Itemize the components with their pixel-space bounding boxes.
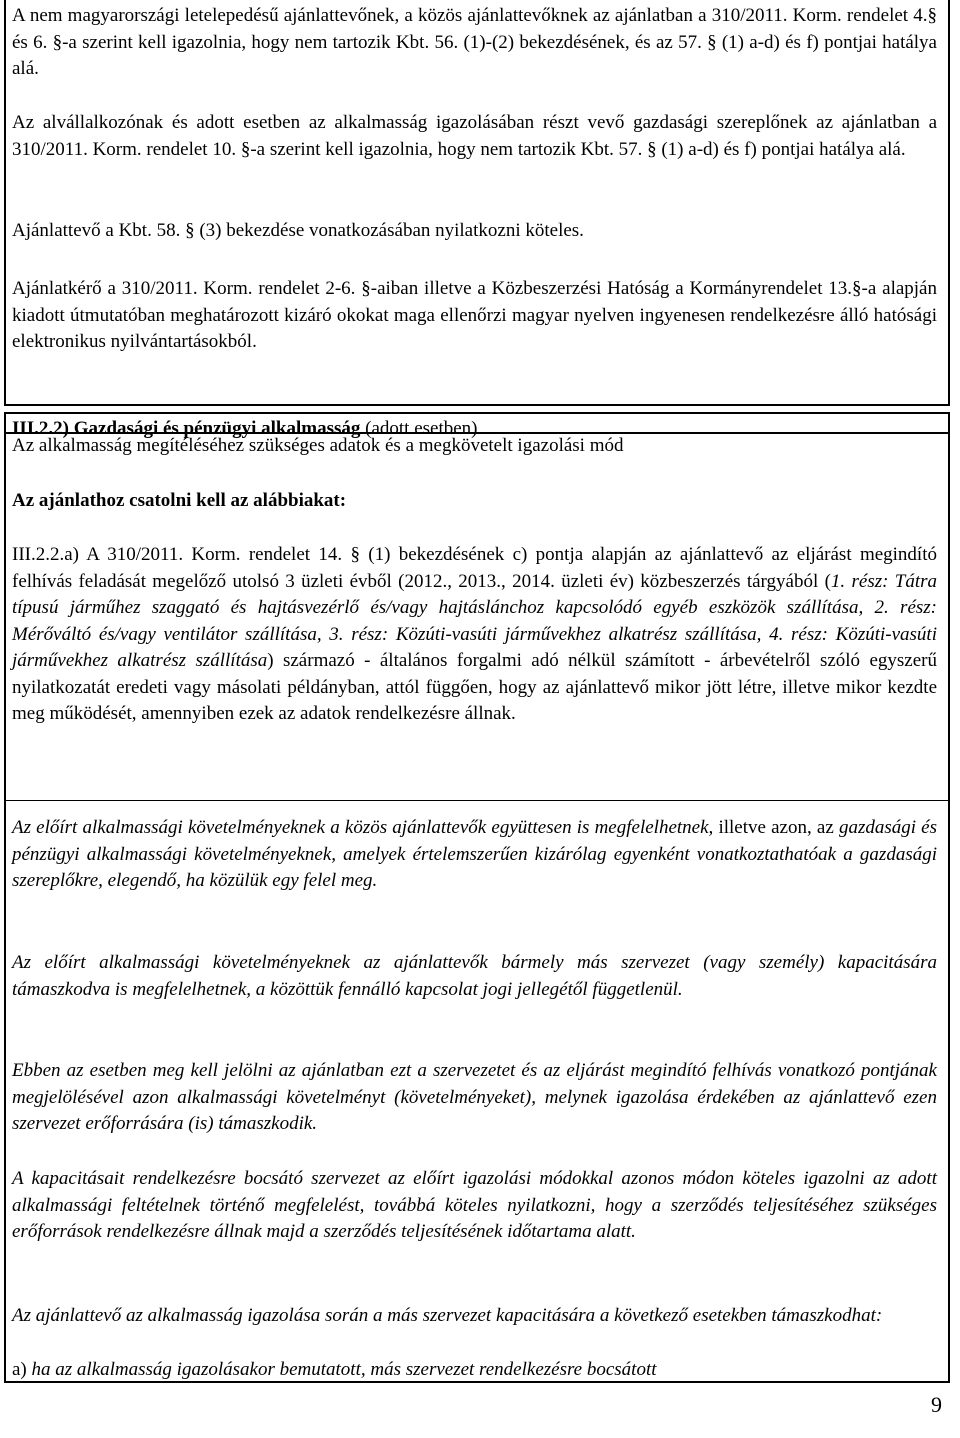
subcontractor-paragraph: Az alvállalkozónak és adott esetben az alkalmasság igazolásában részt vevő gazdasági szereplőnek az ajánlatban a 310/2011. Korm. rendelet 10. §-a szerint kell igazolnia, hogy nem tartozik Kbt. 57. § (1) a-d) és f) pontjai hatálya alá. bbox=[12, 112, 937, 160]
page-number: 9 bbox=[931, 1392, 942, 1417]
foreign-bidder-paragraph: A nem magyarországi letelepedésű ajánlattevőnek, a közös ajánlattevőknek az ajánlatban a 310/2011. Korm. rendelet 4.§ és 6. §-a szerint kell igazolnia, hogy nem tartozik Kbt. 56. (1)-(2) bekezdésének, és az 57. § (1) a-d) és f) pontjai hatálya alá. bbox=[12, 5, 937, 79]
joint-bidders-text-2: illetve azon, az bbox=[718, 817, 834, 838]
declaration-paragraph: Ajánlattevő a Kbt. 58. § (3) bekezdése vonatkozásában nyilatkozni köteles. bbox=[12, 220, 584, 241]
section-number: III.2.2) bbox=[12, 418, 70, 439]
item-a-parts-list: 1. rész: Tátra típusú járműhez szaggató és hajtásvezérlő és/vagy hajtáslánchoz kapcsolódó egyéb eszközök szállítása, 2. rész: Mérőváltó és/vagy ventilátor szállítása, 3. rész: Közúti-vasúti járművekhez alkatrész szállítása, 4. rész: Közúti-vasúti járművekhez alkatrész szállítása bbox=[12, 570, 938, 671]
item-a-paragraph bbox=[12, 542, 937, 728]
joint-bidders-paragraph bbox=[12, 815, 937, 895]
item-a-text-2: ) származó - általános forgalmi adó nélkül számított - árbevételről szóló egyszerű nyilatkozatát eredeti vagy másolati példányban, attól függően, hogy az ajánlattevő mikor jött létre, illetve mikor kezdte meg működését, amennyiben ezek az adatok rendelkezésre állnak. bbox=[12, 650, 937, 724]
suitability-subheading: Az alkalmasság megítéléséhez szükséges adatok és a megkövetelt igazolási mód bbox=[12, 435, 624, 456]
reliance-paragraph: Az ajánlattevő az alkalmasság igazolása során a más szervezet kapacitására a következő esetekben támaszkodhat: bbox=[12, 1305, 883, 1326]
section-note: (adott esetben) bbox=[365, 418, 478, 439]
joint-bidders-text-1: Az előírt alkalmassági követelményeknek a közös ajánlattevők együttesen is megfelelhetnek, bbox=[12, 817, 714, 838]
attach-heading: Az ajánlathoz csatolni kell az alábbiakat: bbox=[12, 490, 347, 511]
capacity-provider-paragraph: A kapacitásait rendelkezésre bocsátó szervezet az előírt igazolási módokkal azonos módon köteles igazolni az adott alkalmassági feltételnek történő megfelelést, továbbá köteles nyilatkozni, hogy a szerződés teljesítéséhez szükséges erőforrások rendelkezésre állnak majd a szerződés teljesítésének időtartama alatt. bbox=[12, 1168, 937, 1242]
authority-check-paragraph: Ajánlatkérő a 310/2011. Korm. rendelet 2-6. §-aiban illetve a Közbeszerzési Hatóság a Kormányrendelet 13.§-a alapján kiadott útmutatóban meghatározott kizáró okokat maga ellenőrzi magyar nyelven ingyenesen rendelkezésre álló hatósági elektronikus nyilvántartásokból. bbox=[12, 278, 937, 352]
section-title: Gazdasági és pénzügyi alkalmasság bbox=[73, 418, 361, 439]
capacity-paragraph: Az előírt alkalmassági követelményeknek az ajánlattevők bármely más szervezet (vagy személy) kapacitására támaszkodva is megfelelhetnek, a közöttük fennálló kapcsolat jogi jellegétől függetlenül. bbox=[12, 952, 937, 1000]
item-a-text-1: III.2.2.a) A 310/2011. Korm. rendelet 14. § (1) bekezdésének c) pontja alapján az ajánlattevő az eljárást megindító felhívás feladását megelőző utolsó 3 üzleti évből (2012., 2013., 2014. üzleti év) közbeszerzés tárgyából ( bbox=[12, 544, 937, 592]
joint-bidders-text-3: gazdasági és pénzügyi alkalmassági követelményeknek, amelyek értelemszerűen kizárólag egyenként vonatkoztathatóak a gazdasági szereplőkre, elegendő, ha közülük egy felel meg. bbox=[12, 817, 938, 891]
reliance-item-a bbox=[12, 1357, 937, 1384]
reliance-item-a-text: ha az alkalmasság igazolásakor bemutatott, más szervezet rendelkezésre bocsátott bbox=[31, 1359, 657, 1380]
divider bbox=[6, 800, 948, 801]
reliance-item-a-label: a) bbox=[12, 1359, 27, 1380]
designation-paragraph: Ebben az esetben meg kell jelölni az ajánlatban ezt a szervezetet és az eljárást megindító felhívás vonatkozó pontjának megjelölésével azon alkalmassági követelményt (követelményeket), melynek igazolása érdekében az ajánlattevő ezen szervezet erőforrására (is) támaszkodik. bbox=[12, 1060, 937, 1134]
